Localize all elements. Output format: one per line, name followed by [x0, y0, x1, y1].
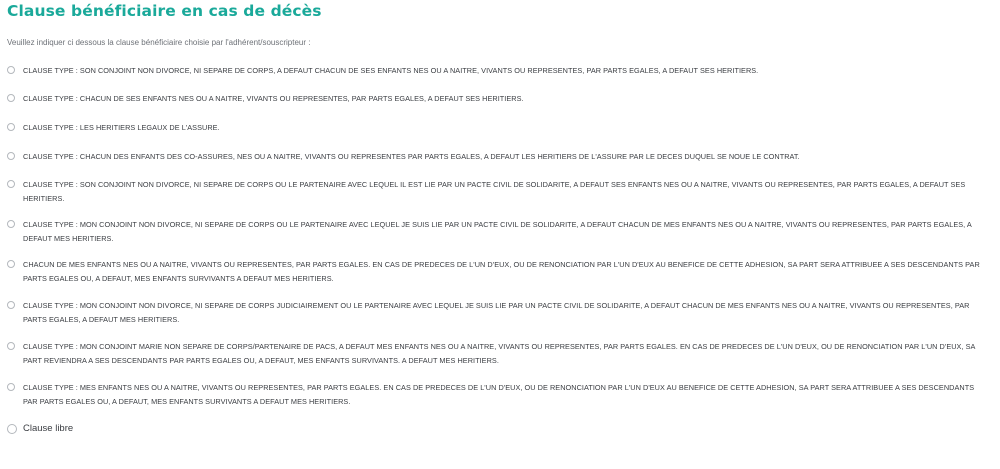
clause-option-label: CLAUSE TYPE : MON CONJOINT NON DIVORCE, NI SEPARE DE CORPS JUDICIAIREMENT OU LE PARTENAIRE AVEC LEQUEL JE SUIS LIE PAR UN PACTE CIVIL DE SOLIDARITE, A DEFAUT CHACUN DE MES ENFANTS NES OU A NAITRE, VIVANTS OU REPRESENTES, PAR PARTS EGALES, A DEFAUT MES HERITIERS.: [23, 301, 970, 324]
radio-button[interactable]: [7, 301, 15, 309]
clause-option[interactable]: [7, 121, 982, 135]
clause-option[interactable]: [7, 381, 982, 409]
radio-button[interactable]: [7, 342, 15, 350]
clause-option-label: CLAUSE TYPE : SON CONJOINT NON DIVORCE, NI SEPARE DE CORPS OU LE PARTENAIRE AVEC LEQUEL IL EST LIE PAR UN PACTE CIVIL DE SOLIDARITE, A DEFAUT SES ENFANTS NES OU A NAITRE, VIVANTS OU REPRESENTES, PAR PARTS EGALES, A DEFAUT SES HERITIERS.: [23, 180, 966, 203]
radio-button[interactable]: [7, 123, 15, 131]
clause-option-label: CLAUSE TYPE : CHACUN DES ENFANTS DES CO-ASSURES, NES OU A NAITRE, VIVANTS OU REPRESENTES PAR PARTS EGALES, A DEFAUT LES HERITIERS DE L'ASSURE PAR LE DECES DUQUEL SE NOUE LE CONTRAT.: [23, 152, 800, 161]
radio-button[interactable]: [7, 260, 15, 268]
clause-libre-option[interactable]: [7, 422, 982, 436]
clause-option[interactable]: [7, 258, 982, 286]
radio-button[interactable]: [7, 94, 15, 102]
clause-option[interactable]: [7, 340, 982, 368]
clause-option[interactable]: [7, 178, 982, 206]
radio-button[interactable]: [7, 66, 15, 74]
clause-option[interactable]: [7, 64, 982, 78]
radio-button[interactable]: [7, 383, 15, 391]
clause-option[interactable]: [7, 92, 982, 106]
clause-option-label: CLAUSE TYPE : MON CONJOINT MARIE NON SEPARE DE CORPS/PARTENAIRE DE PACS, A DEFAUT MES ENFANTS NES OU A NAITRE, VIVANTS OU REPRESENTES, PAR PARTS EGALES. EN CAS DE PREDECES DE L'UN D'EUX, OU DE RENONCIATION PAR L'UN D'EUX, SA PART REVIENDRA A SES DESCENDANTS PAR PARTS EGALES OU, A DEFAUT, MES ENFANTS SURVIVANTS. A DEFAUT MES HERITIERS.: [23, 342, 976, 365]
clause-option-label: CLAUSE TYPE : MES ENFANTS NES OU A NAITRE, VIVANTS OU REPRESENTES, PAR PARTS EGALES. EN CAS DE PREDECES DE L'UN D'EUX, OU DE RENONCIATION PAR L'UN D'EUX AU BENEFICE DE CETTE ADHESION, SA PART SERA ATTRIBUEE A SES DESCENDANTS PAR PARTS EGALES OU, A DEFAUT, MES ENFANTS SURVIVANTS A DEFAUT MES HERITIERS.: [23, 383, 975, 406]
clause-option[interactable]: [7, 150, 982, 164]
clause-option-label: CHACUN DE MES ENFANTS NES OU A NAITRE, VIVANTS OU REPRESENTES, PAR PARTS EGALES. EN CAS DE PREDECES DE L'UN D'EUX, OU DE RENONCIATION PAR L'UN D'EUX AU BENEFICE DE CETTE ADHESION, SA PART SERA ATTRIBUEE A SES DESCENDANTS PAR PARTS EGALES OU, A DEFAUT, MES ENFANTS SURVIVANTS A DEFAUT MES HERITIERS.: [23, 260, 980, 283]
clause-option-label: CLAUSE TYPE : LES HERITIERS LEGAUX DE L'ASSURE.: [23, 123, 220, 132]
instruction-text: Veuillez indiquer ci dessous la clause bénéficiaire choisie par l'adhérent/souscripteur :: [7, 38, 311, 47]
clause-option[interactable]: [7, 218, 982, 246]
radio-button[interactable]: [7, 220, 15, 228]
radio-button[interactable]: [7, 152, 15, 160]
beneficiary-clause-radio-group: [7, 64, 982, 436]
radio-button[interactable]: [7, 180, 15, 188]
clause-option-label: CLAUSE TYPE : CHACUN DE SES ENFANTS NES OU A NAITRE, VIVANTS OU REPRESENTES, PAR PARTS EGALES, A DEFAUT SES HERITIERS.: [23, 94, 524, 103]
radio-button[interactable]: [7, 424, 17, 434]
page-title: Clause bénéficiaire en cas de décès: [7, 2, 322, 20]
clause-option[interactable]: [7, 299, 982, 327]
clause-option-label: Clause libre: [23, 423, 74, 434]
clause-option-label: CLAUSE TYPE : SON CONJOINT NON DIVORCE, NI SEPARE DE CORPS, A DEFAUT CHACUN DE SES ENFANTS NES OU A NAITRE, VIVANTS OU REPRESENTES, PAR PARTS EGALES, A DEFAUT SES HERITIERS.: [23, 66, 759, 75]
clause-option-label: CLAUSE TYPE : MON CONJOINT NON DIVORCE, NI SEPARE DE CORPS OU LE PARTENAIRE AVEC LEQUEL JE SUIS LIE PAR UN PACTE CIVIL DE SOLIDARITE, A DEFAUT CHACUN DE MES ENFANTS NES OU A NAITRE, VIVANTS OU REPRESENTES, PAR PARTS EGALES, A DEFAUT MES HERITIERS.: [23, 220, 972, 243]
